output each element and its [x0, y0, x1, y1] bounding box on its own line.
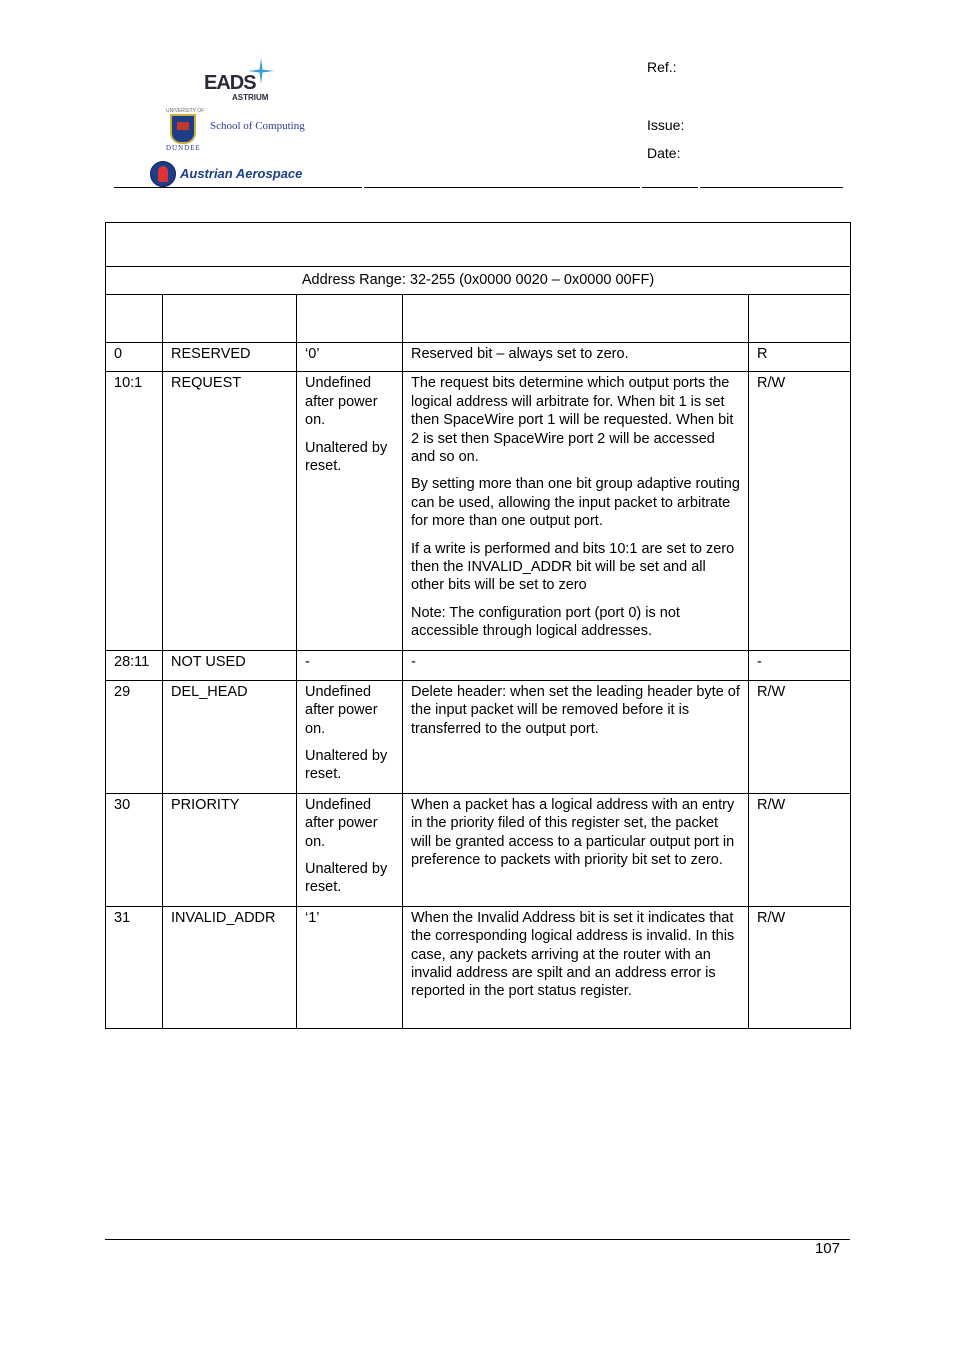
bits-cell: 29: [106, 680, 163, 793]
description-text: By setting more than one bit group adaptive routing can be used, allowing the input packet to arbitrate for more than one output port.: [411, 476, 740, 530]
header-rule: [364, 187, 640, 188]
table-title: [106, 223, 851, 267]
dundee-text: DUNDEE: [166, 144, 201, 152]
dundee-crest-icon: [170, 114, 196, 144]
register-table: [105, 222, 851, 1029]
column-header: [749, 295, 851, 343]
description-cell: [403, 680, 749, 793]
university-arc-text: UNIVERSITY OF: [166, 108, 205, 114]
page-number: 107: [814, 1240, 840, 1257]
name-cell: RESERVED: [163, 343, 297, 372]
initial-cell: [297, 343, 403, 372]
initial-text: Unaltered by reset.: [305, 748, 388, 783]
eads-logo-text: EADS: [204, 72, 256, 94]
header-rule: [114, 187, 362, 188]
description-text: If a write is performed and bits 10:1 are set to zero then the INVALID_ADDR bit will be set and all other bits will be set to zero: [411, 540, 735, 594]
description-cell: [403, 906, 749, 1028]
initial-cell: [297, 793, 403, 906]
access-cell: R: [749, 343, 851, 372]
description-text: When the Invalid Address bit is set it indicates that the corresponding logical address is invalid. In this case, any packets arriving at the router with an invalid address are spilt and an address error is reported in the port status register.: [411, 909, 735, 1000]
table-row: [106, 680, 851, 793]
description-cell: [403, 343, 749, 372]
name-cell: INVALID_ADDR: [163, 906, 297, 1028]
initial-text: Unaltered by reset.: [305, 439, 388, 475]
table-row: [106, 343, 851, 372]
austrian-aerospace-logo: [150, 159, 335, 187]
bits-cell: 28:11: [106, 651, 163, 680]
column-header: [106, 295, 163, 343]
name-cell: DEL_HEAD: [163, 680, 297, 793]
description-text: -: [411, 654, 416, 671]
initial-text: ‘0’: [305, 346, 320, 362]
bits-cell: 30: [106, 793, 163, 906]
name-cell: REQUEST: [163, 372, 297, 651]
bits-cell: 10:1: [106, 372, 163, 651]
bits-cell: 0: [106, 343, 163, 372]
astrium-logo-text: ASTRIUM: [232, 93, 269, 102]
initial-text: Unaltered by reset.: [305, 861, 388, 896]
initial-text: Undefined after power on.: [305, 375, 378, 429]
description-text: Delete header: when set the leading header byte of the input packet will be removed before it is transferred to the output port.: [411, 683, 740, 737]
star-icon: [248, 58, 274, 84]
issue-label: Issue:: [647, 117, 685, 133]
dundee-logo: [150, 110, 330, 156]
table-row: [106, 793, 851, 906]
description-cell: [403, 793, 749, 906]
description-text: Note: The configuration port (port 0) is not accessible through logical addresses.: [411, 604, 680, 640]
initial-cell: [297, 680, 403, 793]
austrian-aerospace-text: Austrian Aerospace: [180, 166, 303, 181]
access-cell: R/W: [749, 680, 851, 793]
description-cell: [403, 651, 749, 680]
access-cell: R/W: [749, 372, 851, 651]
footer-rule: [105, 1239, 850, 1240]
header-rule: [642, 187, 698, 188]
address-range: Address Range: 32-255 (0x0000 0020 – 0x0000 00FF): [106, 267, 851, 295]
school-of-computing-text: School of Computing: [210, 120, 305, 132]
table-row: [106, 651, 851, 680]
column-header: [403, 295, 749, 343]
date-label: Date:: [647, 145, 681, 161]
initial-cell: [297, 372, 403, 651]
initial-cell: [297, 651, 403, 680]
description-text: Reserved bit – always set to zero.: [411, 346, 629, 362]
initial-text: Undefined after power on.: [305, 796, 378, 850]
column-header: [163, 295, 297, 343]
austrian-aerospace-roundel-icon: [150, 161, 176, 187]
description-cell: [403, 372, 749, 651]
table-row: [106, 906, 851, 1028]
column-header: [297, 295, 403, 343]
initial-text: Undefined after power on.: [305, 683, 378, 737]
eads-astrium-logo: [200, 56, 280, 106]
ref-label: Ref.:: [647, 59, 677, 75]
bits-cell: 31: [106, 906, 163, 1028]
access-cell: -: [749, 651, 851, 680]
access-cell: R/W: [749, 906, 851, 1028]
description-text: When a packet has a logical address with an entry in the priority filed of this register set, the packet will be granted access to a particular output port in preference to packets with priority bit set to zero.: [411, 796, 735, 869]
name-cell: PRIORITY: [163, 793, 297, 906]
initial-text: -: [305, 654, 310, 671]
column-header-row: [106, 295, 851, 343]
access-cell: R/W: [749, 793, 851, 906]
initial-text: ‘1’: [305, 909, 320, 926]
header-rule: [700, 187, 843, 188]
name-cell: NOT USED: [163, 651, 297, 680]
initial-cell: [297, 906, 403, 1028]
table-row: [106, 372, 851, 651]
description-text: The request bits determine which output ports the logical address will arbitrate for. When bit 1 is set then SpaceWire port 1 will be requested. When bit 2 is set then SpaceWire port 2 will be accessed and so on.: [411, 375, 734, 466]
